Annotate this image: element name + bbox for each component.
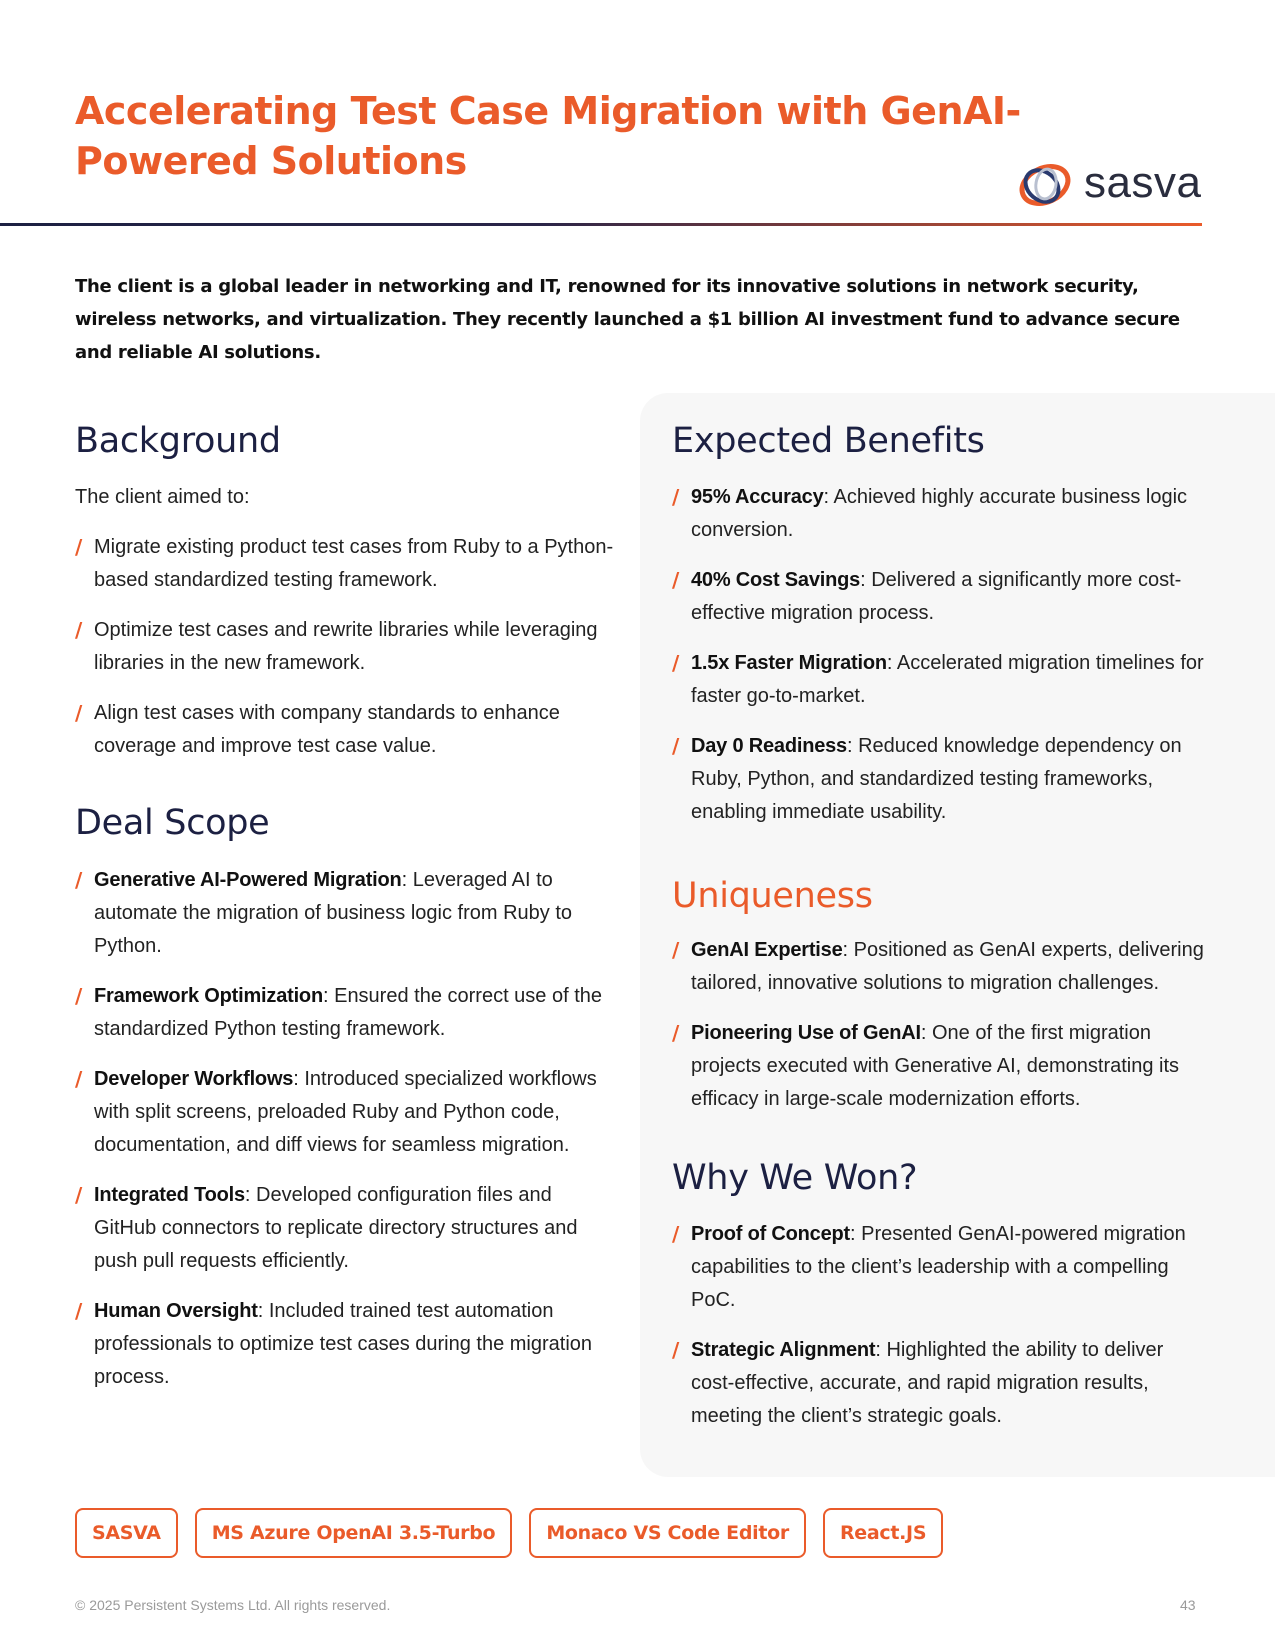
- intro-paragraph: The client is a global leader in networking and IT, renowned for its innovative solutions in network security, wireless networks, and virtualization. They recently launched a $1 billion AI investment fund to advance secure and reliable AI solutions.: [75, 276, 1180, 363]
- slash-bullet-icon: /: [75, 535, 83, 559]
- uniqueness-heading: Uniqueness: [672, 876, 873, 916]
- list-item-label: GenAI Expertise: [691, 939, 843, 961]
- list-item: [672, 1334, 1212, 1433]
- list-item: [75, 1179, 615, 1278]
- list-item: [672, 730, 1212, 829]
- list-item-text: Align test cases with company standards to enhance coverage and improve test case value.: [94, 702, 560, 757]
- list-item-label: 40% Cost Savings: [691, 569, 861, 591]
- list-item: [75, 980, 615, 1046]
- slash-bullet-icon: /: [672, 651, 680, 675]
- list-item-label: Proof of Concept: [691, 1223, 851, 1245]
- list-item-label: Developer Workflows: [94, 1068, 294, 1090]
- list-item: [672, 564, 1212, 630]
- list-item-text: : Reduced knowledge dependency on Ruby, Python, and standardized testing frameworks, enabling immediate usability.: [691, 735, 1182, 823]
- slash-bullet-icon: /: [75, 868, 83, 892]
- slash-bullet-icon: /: [75, 1299, 83, 1323]
- slash-bullet-icon: /: [672, 938, 680, 962]
- list-item-label: Framework Optimization: [94, 985, 323, 1007]
- list-item-text: Optimize test cases and rewrite libraries while leveraging libraries in the new framework.: [94, 619, 598, 674]
- expected-benefits-heading: Expected Benefits: [672, 421, 985, 461]
- list-item-label: Generative AI-Powered Migration: [94, 869, 402, 891]
- list-item-label: Human Oversight: [94, 1300, 258, 1322]
- list-item-text: : Introduced specialized workflows with split screens, preloaded Ruby and Python code, documentation, and diff views for seamless migration.: [94, 1068, 597, 1156]
- background-list: [75, 531, 615, 780]
- list-item-text: : Highlighted the ability to deliver cost-effective, accurate, and rapid migration results, meeting the client’s strategic goals.: [691, 1339, 1164, 1427]
- header-divider: [0, 223, 1202, 226]
- list-item: [672, 481, 1212, 547]
- list-item-text: : Presented GenAI-powered migration capabilities to the client’s leadership with a compelling PoC.: [691, 1223, 1186, 1311]
- list-item: [672, 647, 1212, 713]
- slash-bullet-icon: /: [672, 1222, 680, 1246]
- sasva-logo: [1016, 160, 1206, 210]
- list-item-text: : Included trained test automation professionals to optimize test cases during the migration process.: [94, 1300, 593, 1388]
- slash-bullet-icon: /: [75, 1067, 83, 1091]
- technology-tag: MS Azure OpenAI 3.5-Turbo: [195, 1508, 513, 1558]
- list-item: [75, 697, 615, 763]
- list-item-text: : Positioned as GenAI experts, delivering tailored, innovative solutions to migration challenges.: [691, 939, 1204, 994]
- list-item: [672, 934, 1212, 1000]
- page-number: 43: [1180, 1597, 1196, 1613]
- why-we-won-list: [672, 1218, 1212, 1450]
- footer-copyright: © 2025 Persistent Systems Ltd. All rights reserved.: [75, 1597, 391, 1613]
- slash-bullet-icon: /: [75, 618, 83, 642]
- list-item-label: Strategic Alignment: [691, 1339, 876, 1361]
- slash-bullet-icon: /: [672, 1021, 680, 1045]
- list-item-text: : Accelerated migration timelines for faster go-to-market.: [691, 652, 1204, 707]
- list-item: [75, 614, 615, 680]
- technology-tags: [75, 1508, 943, 1558]
- slash-bullet-icon: /: [672, 485, 680, 509]
- list-item: [672, 1218, 1212, 1317]
- slash-bullet-icon: /: [75, 701, 83, 725]
- slash-bullet-icon: /: [672, 568, 680, 592]
- technology-tag: Monaco VS Code Editor: [529, 1508, 806, 1558]
- technology-tag: SASVA: [75, 1508, 178, 1558]
- slash-bullet-icon: /: [75, 984, 83, 1008]
- slash-bullet-icon: /: [672, 1338, 680, 1362]
- list-item: [75, 1063, 615, 1162]
- page-title: Accelerating Test Case Migration with GenAI-Powered Solutions: [75, 89, 1021, 183]
- list-item-text: : Ensured the correct use of the standardized Python testing framework.: [94, 985, 603, 1040]
- list-item-text: : One of the first migration projects executed with Generative AI, demonstrating its efficacy in large-scale modernization efforts.: [691, 1022, 1180, 1110]
- expected-benefits-list: [672, 481, 1212, 846]
- logo-text: sasva: [1084, 158, 1202, 207]
- list-item: [75, 1295, 615, 1394]
- list-item-label: Pioneering Use of GenAI: [691, 1022, 921, 1044]
- slash-bullet-icon: /: [672, 734, 680, 758]
- uniqueness-list: [672, 934, 1212, 1133]
- list-item: [672, 1017, 1212, 1116]
- list-item-text: Migrate existing product test cases from Ruby to a Python-based standardized testing framework.: [94, 536, 614, 591]
- technology-tag: React.JS: [823, 1508, 943, 1558]
- background-lead: The client aimed to:: [75, 486, 250, 508]
- sasva-logo-icon: [1016, 162, 1074, 208]
- list-item: [75, 531, 615, 597]
- list-item-text: : Delivered a significantly more cost-effective migration process.: [691, 569, 1182, 624]
- deal-scope-list: [75, 864, 615, 1411]
- background-heading: Background: [75, 421, 281, 461]
- list-item-text: : Leveraged AI to automate the migration of business logic from Ruby to Python.: [94, 869, 573, 957]
- list-item-text: : Achieved highly accurate business logic conversion.: [691, 486, 1188, 541]
- list-item-text: : Developed configuration files and GitHub connectors to replicate directory structures and push pull requests efficiently.: [94, 1184, 578, 1272]
- list-item-label: Integrated Tools: [94, 1184, 245, 1206]
- deal-scope-heading: Deal Scope: [75, 803, 270, 843]
- why-we-won-heading: Why We Won?: [672, 1158, 918, 1198]
- slash-bullet-icon: /: [75, 1183, 83, 1207]
- list-item: [75, 864, 615, 963]
- list-item-label: Day 0 Readiness: [691, 735, 847, 757]
- list-item-label: 95% Accuracy: [691, 486, 824, 508]
- list-item-label: 1.5x Faster Migration: [691, 652, 887, 674]
